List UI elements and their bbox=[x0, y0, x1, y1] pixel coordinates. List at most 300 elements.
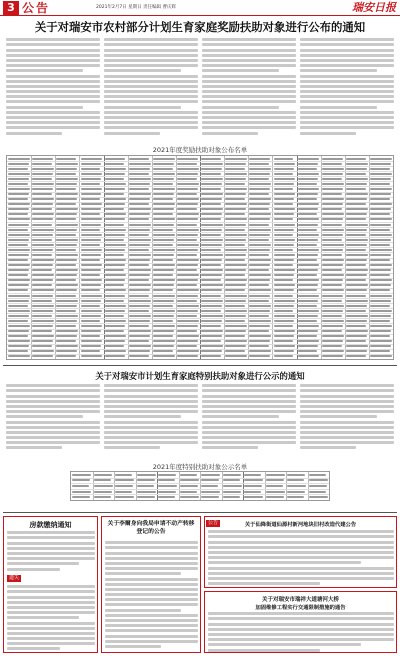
table-cell bbox=[32, 320, 54, 322]
table-cell bbox=[177, 300, 197, 302]
table-cell bbox=[274, 183, 295, 185]
table-cell bbox=[346, 345, 368, 347]
table-cell bbox=[225, 239, 246, 241]
table-cell bbox=[32, 330, 52, 332]
table-cell bbox=[309, 479, 328, 481]
table-cell bbox=[201, 173, 221, 175]
table-cell bbox=[129, 355, 149, 357]
table-cell bbox=[153, 239, 174, 241]
table-cell bbox=[298, 173, 320, 175]
table-cell bbox=[81, 203, 103, 205]
table-cell bbox=[56, 173, 76, 175]
table-row-line bbox=[7, 197, 393, 198]
table-cell bbox=[129, 229, 150, 231]
table-cell bbox=[105, 320, 127, 322]
table-cell bbox=[129, 178, 151, 180]
table-cell bbox=[81, 234, 103, 236]
table-row-line bbox=[7, 176, 393, 177]
table-cell bbox=[322, 274, 344, 276]
table-cell bbox=[129, 244, 150, 246]
table-row-line bbox=[7, 227, 393, 228]
table-cell bbox=[8, 310, 30, 312]
table-cell bbox=[56, 218, 76, 220]
table-cell bbox=[298, 203, 320, 205]
table-cell bbox=[81, 289, 101, 291]
table-cell bbox=[158, 474, 176, 476]
table-cell bbox=[370, 259, 390, 261]
table-cell bbox=[322, 158, 343, 160]
table-cell bbox=[346, 254, 368, 256]
table-cell bbox=[249, 198, 271, 200]
table-cell bbox=[266, 491, 285, 493]
section-divider bbox=[3, 512, 397, 513]
table-cell bbox=[322, 264, 343, 266]
table-cell bbox=[298, 325, 320, 327]
table-cell bbox=[370, 335, 390, 337]
table-cell bbox=[81, 188, 103, 190]
table-cell bbox=[322, 305, 344, 307]
table-cell bbox=[137, 479, 155, 481]
table-cell bbox=[81, 284, 102, 286]
table-cell bbox=[322, 254, 342, 256]
table-cell bbox=[346, 305, 367, 307]
table-row-line bbox=[7, 202, 393, 203]
table-cell bbox=[32, 234, 53, 236]
table-cell bbox=[105, 163, 125, 165]
table-cell bbox=[81, 340, 103, 342]
table-row-line bbox=[7, 212, 393, 213]
table-row-line bbox=[7, 166, 393, 167]
table-cell bbox=[225, 279, 247, 281]
table-cell bbox=[153, 284, 174, 286]
table-cell bbox=[129, 173, 149, 175]
table-cell bbox=[370, 350, 390, 352]
table-cell bbox=[56, 229, 77, 231]
notice2-title: 关于对瑞安市计划生育家庭特别扶助对象进行公示的通知 bbox=[95, 371, 305, 381]
table-cell bbox=[225, 315, 246, 317]
table-cell bbox=[249, 310, 270, 312]
table-cell bbox=[153, 279, 175, 281]
table-cell bbox=[56, 330, 78, 332]
table-cell bbox=[129, 188, 149, 190]
table-cell bbox=[322, 213, 344, 215]
table-cell bbox=[105, 350, 127, 352]
table-cell bbox=[298, 269, 319, 271]
table-cell bbox=[249, 213, 271, 215]
table-cell bbox=[32, 315, 52, 317]
table-cell bbox=[153, 315, 174, 317]
table-cell bbox=[8, 279, 30, 281]
table-cell bbox=[8, 330, 29, 332]
table-cell bbox=[153, 183, 173, 185]
table-cell bbox=[81, 279, 103, 281]
table-cell bbox=[370, 284, 391, 286]
table-cell bbox=[201, 474, 220, 476]
table-cell bbox=[177, 224, 197, 226]
table-cell bbox=[8, 295, 30, 297]
table-cell bbox=[56, 198, 77, 200]
table-cell bbox=[322, 335, 344, 337]
table-cell bbox=[32, 158, 53, 160]
table-cell bbox=[177, 249, 198, 251]
table-cell bbox=[8, 168, 28, 170]
table-cell bbox=[8, 350, 28, 352]
table-row-line bbox=[71, 483, 329, 484]
ad-property-transfer-body bbox=[105, 539, 198, 648]
table-cell bbox=[346, 244, 367, 246]
table-cell bbox=[201, 279, 221, 281]
table-cell bbox=[32, 173, 53, 175]
table-cell bbox=[225, 340, 247, 342]
table-cell bbox=[274, 279, 294, 281]
table-cell bbox=[153, 244, 173, 246]
table-cell bbox=[346, 350, 367, 352]
table-cell bbox=[346, 249, 366, 251]
table-cell bbox=[129, 310, 149, 312]
table-cell bbox=[249, 269, 269, 271]
table-cell bbox=[223, 485, 242, 487]
ad-property-transfer bbox=[101, 516, 201, 653]
table-cell bbox=[244, 485, 262, 487]
table-cell bbox=[81, 310, 103, 312]
table-cell bbox=[129, 300, 151, 302]
table-row-line bbox=[7, 293, 393, 294]
table-cell bbox=[322, 295, 343, 297]
table-cell bbox=[32, 188, 53, 190]
table-row-line bbox=[7, 192, 393, 193]
table-cell bbox=[153, 320, 173, 322]
table-cell bbox=[81, 259, 101, 261]
table-cell bbox=[137, 491, 156, 493]
table-cell bbox=[105, 234, 126, 236]
table-cell bbox=[8, 274, 28, 276]
table-cell bbox=[81, 335, 101, 337]
table-cell bbox=[8, 305, 28, 307]
table-cell bbox=[274, 163, 296, 165]
table-cell bbox=[201, 345, 223, 347]
table-cell bbox=[177, 188, 198, 190]
table-cell bbox=[274, 300, 296, 302]
table-cell bbox=[346, 274, 367, 276]
table-cell bbox=[153, 289, 173, 291]
table-cell bbox=[129, 198, 150, 200]
table-cell bbox=[370, 188, 392, 190]
table-cell bbox=[225, 330, 246, 332]
table-cell bbox=[370, 274, 390, 276]
table-cell bbox=[8, 345, 29, 347]
table-cell bbox=[177, 239, 197, 241]
table-cell bbox=[346, 178, 368, 180]
table-cell bbox=[81, 254, 102, 256]
table-cell bbox=[322, 300, 342, 302]
table-cell bbox=[370, 289, 390, 291]
table-row-line bbox=[71, 489, 329, 490]
table-cell bbox=[8, 254, 29, 256]
table-cell bbox=[346, 193, 368, 195]
lost-notice-tag: 遗失 bbox=[9, 575, 20, 581]
table-cell bbox=[298, 295, 320, 297]
table-cell bbox=[105, 198, 127, 200]
table-cell bbox=[105, 203, 126, 205]
table-cell bbox=[298, 183, 318, 185]
table-cell bbox=[322, 229, 344, 231]
table-cell bbox=[274, 264, 294, 266]
table-cell bbox=[180, 479, 199, 481]
table-cell bbox=[201, 330, 223, 332]
table-cell bbox=[81, 269, 102, 271]
ad-house-payment bbox=[3, 516, 98, 653]
table-cell bbox=[298, 158, 320, 160]
table-cell bbox=[287, 491, 305, 493]
table-cell bbox=[298, 300, 319, 302]
table-row-line bbox=[7, 283, 393, 284]
table-cell bbox=[105, 274, 127, 276]
table-row-line bbox=[7, 186, 393, 187]
table-cell bbox=[56, 355, 76, 357]
table-cell bbox=[32, 269, 52, 271]
notice2-body-column bbox=[300, 382, 394, 449]
notice1-body-column bbox=[202, 36, 296, 135]
table-cell bbox=[309, 491, 326, 493]
table-cell bbox=[8, 183, 28, 185]
table-cell bbox=[249, 229, 271, 231]
table-cell bbox=[298, 315, 319, 317]
table-cell bbox=[322, 178, 342, 180]
table-cell bbox=[225, 295, 247, 297]
table-cell bbox=[115, 496, 134, 498]
table-cell bbox=[153, 269, 174, 271]
table-row-line bbox=[7, 288, 393, 289]
table-cell bbox=[153, 330, 174, 332]
table-cell bbox=[56, 188, 76, 190]
table-cell bbox=[274, 259, 295, 261]
table-cell bbox=[370, 325, 392, 327]
table-cell bbox=[201, 269, 223, 271]
table-cell bbox=[81, 300, 102, 302]
table-cell bbox=[274, 239, 296, 241]
table-cell bbox=[201, 203, 221, 205]
table-cell bbox=[346, 335, 367, 337]
table-cell bbox=[225, 264, 247, 266]
table-cell bbox=[177, 178, 197, 180]
table-cell bbox=[249, 335, 271, 337]
table-cell bbox=[225, 345, 246, 347]
table-cell bbox=[56, 208, 78, 210]
table-cell bbox=[244, 491, 261, 493]
table-cell bbox=[201, 183, 222, 185]
table-cell bbox=[322, 193, 342, 195]
table-row-line bbox=[7, 217, 393, 218]
table-cell bbox=[298, 259, 318, 261]
section-divider bbox=[3, 365, 397, 366]
table-cell bbox=[225, 305, 245, 307]
table-cell bbox=[298, 350, 318, 352]
table-cell bbox=[322, 340, 343, 342]
table-cell bbox=[56, 168, 77, 170]
table-cell bbox=[153, 259, 173, 261]
table-cell bbox=[309, 485, 327, 487]
table-cell bbox=[225, 203, 247, 205]
table-row-line bbox=[7, 273, 393, 274]
table-cell bbox=[81, 218, 103, 220]
table-cell bbox=[346, 239, 368, 241]
table-cell bbox=[322, 198, 344, 200]
table-cell bbox=[225, 244, 245, 246]
table-cell bbox=[370, 218, 392, 220]
table-cell bbox=[266, 479, 284, 481]
table-cell bbox=[346, 289, 367, 291]
table-cell bbox=[72, 474, 91, 476]
table-cell bbox=[298, 345, 319, 347]
table-cell bbox=[346, 315, 368, 317]
table-cell bbox=[274, 320, 295, 322]
table-cell bbox=[298, 188, 320, 190]
table-cell bbox=[8, 320, 28, 322]
table-cell bbox=[153, 178, 174, 180]
table-cell bbox=[129, 284, 151, 286]
table-cell bbox=[177, 183, 199, 185]
table-cell bbox=[370, 264, 392, 266]
table-cell bbox=[153, 300, 174, 302]
table-cell bbox=[81, 264, 103, 266]
table-cell bbox=[177, 234, 198, 236]
table-cell bbox=[201, 300, 223, 302]
table-cell bbox=[370, 198, 390, 200]
table-cell bbox=[32, 203, 53, 205]
table-cell bbox=[105, 224, 125, 226]
table-cell bbox=[346, 279, 366, 281]
table-cell bbox=[346, 163, 368, 165]
table-cell bbox=[201, 325, 221, 327]
table-cell bbox=[129, 320, 150, 322]
table-cell bbox=[370, 355, 392, 357]
table-cell bbox=[346, 310, 366, 312]
table-cell bbox=[56, 310, 76, 312]
table-cell bbox=[274, 244, 295, 246]
table-cell bbox=[153, 345, 174, 347]
table-cell bbox=[274, 203, 294, 205]
table-cell bbox=[249, 305, 271, 307]
table-cell bbox=[129, 340, 149, 342]
table-cell bbox=[201, 485, 218, 487]
table-cell bbox=[72, 491, 91, 493]
table-cell bbox=[322, 330, 342, 332]
table-cell bbox=[177, 269, 197, 271]
table-cell bbox=[8, 259, 28, 261]
table-cell bbox=[94, 496, 111, 498]
table-cell bbox=[177, 218, 198, 220]
table-cell bbox=[225, 284, 246, 286]
table-cell bbox=[298, 289, 318, 291]
table-cell bbox=[129, 224, 151, 226]
table-cell bbox=[370, 173, 392, 175]
table-cell bbox=[56, 249, 76, 251]
table-cell bbox=[370, 158, 392, 160]
notice2-name-table bbox=[70, 471, 330, 501]
table-cell bbox=[105, 249, 126, 251]
table-cell bbox=[153, 350, 173, 352]
table-cell bbox=[298, 284, 319, 286]
table-cell bbox=[8, 198, 28, 200]
table-cell bbox=[274, 254, 296, 256]
table-cell bbox=[370, 345, 391, 347]
table-cell bbox=[249, 178, 269, 180]
table-cell bbox=[32, 254, 52, 256]
table-cell bbox=[8, 213, 28, 215]
table-cell bbox=[129, 345, 151, 347]
table-cell bbox=[177, 264, 198, 266]
table-cell bbox=[201, 218, 221, 220]
table-cell bbox=[158, 485, 177, 487]
table-cell bbox=[322, 244, 344, 246]
table-cell bbox=[249, 350, 271, 352]
table-cell bbox=[81, 183, 101, 185]
table-cell bbox=[115, 474, 132, 476]
table-cell bbox=[249, 330, 269, 332]
table-cell bbox=[201, 158, 221, 160]
table-cell bbox=[177, 193, 197, 195]
table-cell bbox=[225, 350, 245, 352]
table-cell bbox=[346, 234, 366, 236]
table-cell bbox=[298, 355, 320, 357]
table-cell bbox=[56, 193, 78, 195]
table-cell bbox=[249, 274, 271, 276]
table-cell bbox=[32, 229, 54, 231]
table-cell bbox=[201, 355, 221, 357]
table-cell bbox=[94, 491, 112, 493]
table-cell bbox=[56, 350, 77, 352]
table-cell bbox=[225, 198, 245, 200]
table-cell bbox=[32, 274, 54, 276]
table-row-line bbox=[7, 161, 393, 162]
table-cell bbox=[370, 239, 391, 241]
table-cell bbox=[153, 335, 173, 337]
table-row-line bbox=[7, 278, 393, 279]
table-row-line bbox=[7, 263, 393, 264]
table-cell bbox=[370, 163, 391, 165]
table-cell bbox=[177, 289, 199, 291]
table-row-line bbox=[7, 339, 393, 340]
table-cell bbox=[72, 496, 90, 498]
table-cell bbox=[249, 300, 269, 302]
table-cell bbox=[298, 279, 320, 281]
table-cell bbox=[298, 193, 319, 195]
table-cell bbox=[81, 274, 101, 276]
table-cell bbox=[81, 325, 103, 327]
table-cell bbox=[298, 335, 318, 337]
table-cell bbox=[153, 254, 174, 256]
table-cell bbox=[105, 259, 127, 261]
table-cell bbox=[129, 183, 150, 185]
table-cell bbox=[274, 173, 294, 175]
table-cell bbox=[8, 300, 29, 302]
table-row-line bbox=[7, 268, 393, 269]
table-cell bbox=[56, 279, 76, 281]
table-cell bbox=[249, 193, 269, 195]
table-cell bbox=[249, 320, 271, 322]
table-cell bbox=[105, 188, 126, 190]
table-cell bbox=[129, 305, 150, 307]
table-cell bbox=[346, 229, 367, 231]
table-cell bbox=[249, 284, 269, 286]
table-cell bbox=[201, 305, 222, 307]
table-cell bbox=[249, 244, 271, 246]
table-cell bbox=[298, 178, 319, 180]
table-cell bbox=[346, 300, 368, 302]
table-cell bbox=[81, 213, 101, 215]
table-cell bbox=[32, 208, 52, 210]
table-cell bbox=[56, 158, 76, 160]
